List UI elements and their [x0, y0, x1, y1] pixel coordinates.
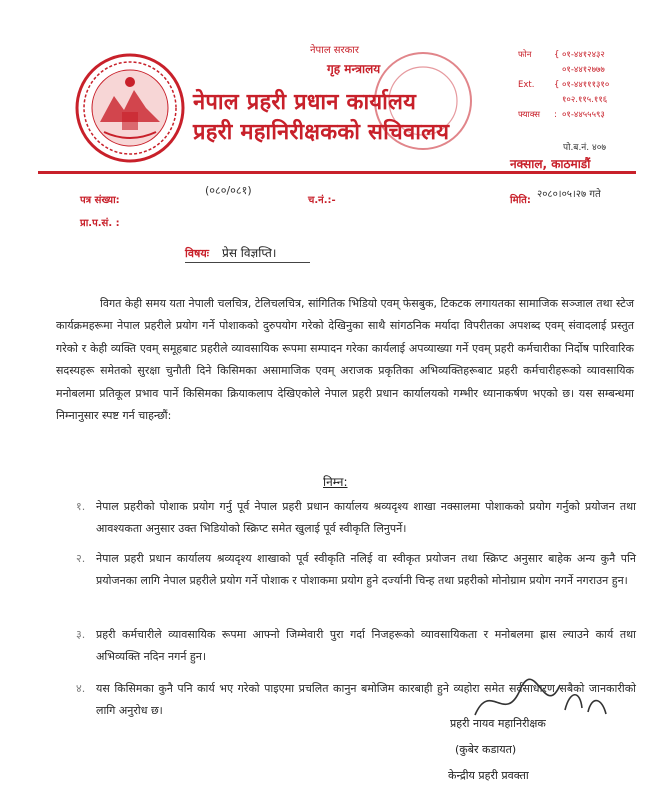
- contact-label: Ext.: [518, 80, 535, 90]
- office-title-line1: नेपाल प्रहरी प्रधान कार्यालय: [193, 90, 417, 115]
- list-item-text: यस किसिमका कुनै पनि कार्य भए गरेको पाइएमा प्रचलित कानुन बमोजिम कारबाही हुने व्यहोरा समेत सर्वसाधारण सबैको जानकारीको लागि अनुरोध छ।: [96, 682, 636, 717]
- list-item-text: नेपाल प्रहरी प्रधान कार्यालय श्रव्यदृश्य शाखाको पूर्व स्वीकृति नलिई वा स्वीकृत प्रयोजन तथा स्क्रिप्ट अनुसार बाहेक अन्य कुनै पनि प्रयोजनका लागि नेपाल प्रहरीले प्रयोग गर्ने पोशाक र पोशाकमा प्रयोग हुने दर्ज्यानी चिन्ह तथा प्रहरीको मोनोग्राम प्रयोग नगर्ने नगराउन हुन।: [96, 552, 636, 587]
- list-item-number: ४.: [76, 682, 86, 695]
- list-item: [58, 496, 636, 542]
- signatory-name: (कुबेर कडायत): [455, 743, 517, 756]
- subject-underline: [185, 262, 310, 263]
- ministry-name: नेपाल सरकार: [310, 45, 359, 56]
- letter-number-value: (०८०/०८१): [205, 184, 252, 197]
- body-paragraph: [56, 293, 634, 427]
- list-item-number: १.: [76, 500, 86, 513]
- list-heading: निम्न:: [323, 475, 348, 489]
- list-item-number: ३.: [76, 628, 86, 641]
- office-address: नक्साल, काठमाडौं: [510, 157, 591, 171]
- body-text: विगत केही समय यता नेपाली चलचित्र, टेलिचलचित्र, सांगितिक भिडियो एवम् फेसबुक, टिकटक लगायतका सामाजिक सञ्जाल तथा स्टेज कार्यक्रमहरूमा नेपाल प्रहरीले प्रयोग गर्ने पोशाकको दुरुपयोग गरेको देखिनुका साथै सांगठनिक मर्यादा विपरीतका अपशब्द एवम् संवादलाई प्रस्तुत गरेको र केही व्यक्ति एवम् समूहबाट प्रहरीले व्यावसायिक रूपमा सम्पादन गरेका कार्यलाई अपव्याख्या गर्ने एवम् प्रहरी कर्मचारीका निर्दोष पारिवारिक सदस्यहरू समेतको सुरक्षा चुनौती दिने किसिमका असामाजिक एवम् अराजक प्रकृतिका अभिव्यक्तिहरूबाट प्रहरी कर्मचारीहरूको व्यावसायिक मनोबलमा प्रतिकूल प्रभाव पार्ने किसिमका क्रियाकलाप देखिएकोले नेपाल प्रहरी प्रधान कार्यालयको गम्भीर ध्यानाकर्षण भएको छ। यस सम्बन्धमा निम्नानुसार स्पष्ट गर्न चाहन्छौं:: [56, 297, 634, 423]
- office-stamp: [368, 46, 478, 156]
- nepal-emblem-seal: [74, 52, 186, 164]
- list-item: [58, 624, 636, 670]
- contact-value: ०१-४४१२४३२: [562, 50, 605, 60]
- contact-phone: फोन { ०१-४४१२४३२: [518, 48, 609, 63]
- dispatch-number-label: च.नं.:-: [308, 195, 336, 206]
- signatory-title: प्रहरी नायव महानिरीक्षक: [450, 717, 546, 730]
- contact-label: फोन: [518, 50, 532, 60]
- contact-label: फ्याक्स: [518, 110, 541, 120]
- contact-value: १०२.११५.११६: [562, 95, 608, 105]
- contact-fax: फ्याक्स : ०१-४४५५५९३: [518, 108, 609, 123]
- contact-block: [518, 48, 609, 123]
- po-box: पो.ब.नं. ४०७: [563, 143, 607, 153]
- contact-ext-2: [518, 93, 609, 108]
- contact-value: ०१-४४१११३१०: [562, 80, 610, 90]
- contact-value: ०१-४४५५५९३: [562, 110, 605, 120]
- contact-phone-2: [518, 63, 609, 78]
- letter-number-label: पत्र संख्या:: [80, 195, 120, 206]
- date-label: मिति:: [510, 195, 531, 206]
- subject-label: विषयः: [185, 247, 209, 260]
- header-divider: [38, 171, 636, 174]
- contact-value: ०१-४४१२७७७: [562, 65, 605, 75]
- office-title-line2: प्रहरी महानिरीक्षकको सचिवालय: [193, 120, 450, 145]
- list-item-text: प्रहरी कर्मचारीले व्यावसायिक रूपमा आफ्नो जिम्मेवारी पुरा गर्दा निजहरूको व्यावसायिकता र मनोबलमा ह्रास ल्याउने कार्य तथा अभिव्यक्ति नदिन नगर्न हुन।: [96, 628, 636, 663]
- list-item-text: नेपाल प्रहरीको पोशाक प्रयोग गर्नु पूर्व नेपाल प्रहरी प्रधान कार्यालय श्रव्यदृश्य शाखा नक्सालमा पोशाकको प्रयोग गर्नुको प्रयोजन तथा आवश्यकता अनुसार उक्त भिडियोको स्क्रिप्ट समेत खुलाई पूर्व स्वीकृति लिनुपर्ने।: [96, 500, 636, 535]
- date-value: २०८०।०५।२७ गते: [537, 189, 601, 200]
- received-number-label: प्रा.प.सं. :: [80, 218, 120, 229]
- list-item-number: २.: [76, 552, 86, 565]
- signatory-role: केन्द्रीय प्रहरी प्रवक्ता: [448, 769, 529, 782]
- department-name: गृह मन्त्रालय: [327, 62, 381, 76]
- list-item: [58, 548, 636, 616]
- subject-value: प्रेस विज्ञप्ति।: [222, 246, 277, 260]
- contact-ext: Ext. { ०१-४४१११३१०: [518, 78, 609, 93]
